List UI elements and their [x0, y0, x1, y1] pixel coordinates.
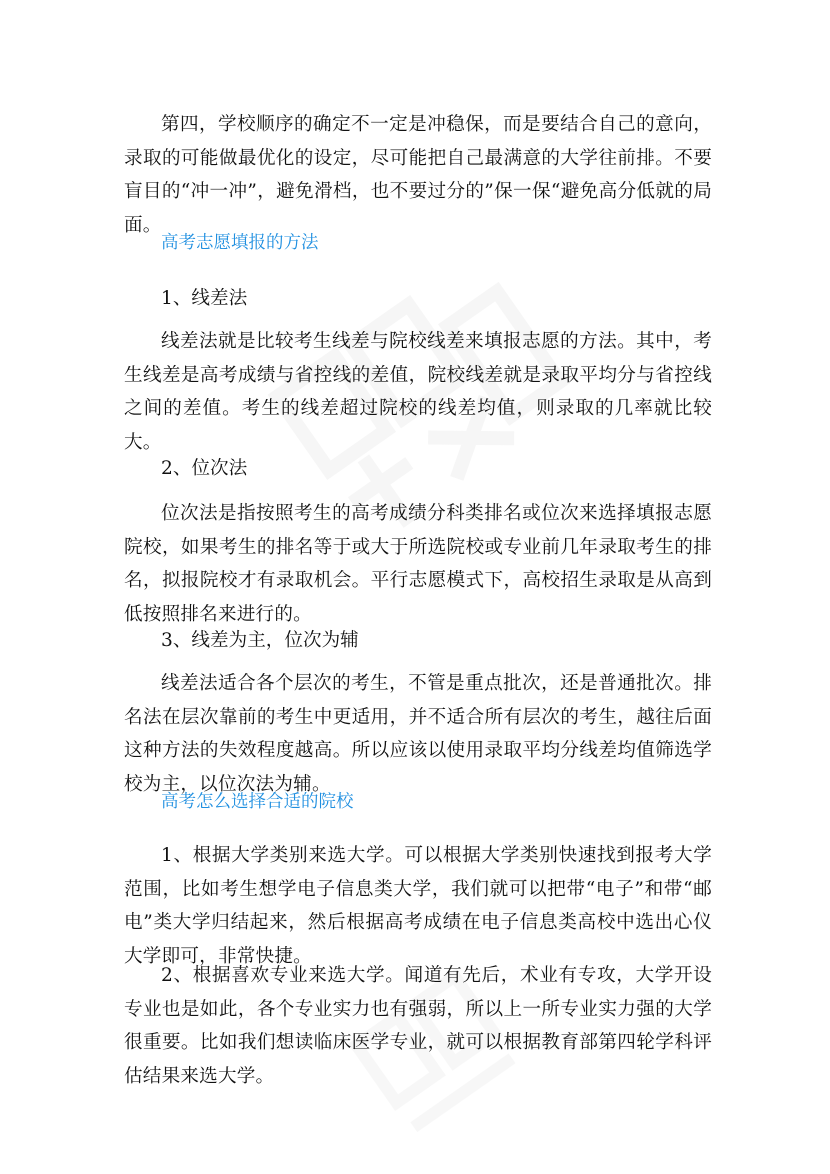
section-heading-choose-school: 高考怎么选择合适的院校: [161, 792, 354, 812]
item-line-diff-primary: 3、线差为主，位次为辅: [161, 630, 359, 651]
paragraph-by-category: 1、根据大学类别来选大学。可以根据大学类别快速找到报考大学范围，比如考生想学电子信息类大学，我们就可以把带“电子”和带“邮电”类大学归结起来，然后根据高考成绩在电子信息类高校中选出心仪大学即可，非常快捷。: [124, 845, 712, 967]
paragraph-by-major: 2、根据喜欢专业来选大学。闻道有先后，术业有专攻，大学开设专业也是如此，各个专业实力也有强弱，所以上一所专业实力强的大学很重要。比如我们想读临床医学专业，就可以根据教育部第四轮学科评估结果来选大学。: [124, 965, 712, 1087]
item-rank-method: 2、位次法: [161, 458, 248, 479]
paragraph-line-diff-primary: 线差法适合各个层次的考生，不管是重点批次，还是普通批次。排名法在层次靠前的考生中更适用，并不适合所有层次的考生，越往后面这种方法的失效程度越高。所以应该以使用录取平均分线差均值筛选学校为主，以位次法为辅。: [124, 673, 712, 795]
paragraph-fourth-order: 第四，学校顺序的确定不一定是冲稳保，而是要结合自己的意向，录取的可能做最优化的设定，尽可能把自己最满意的大学往前排。不要盲目的“冲一冲”，避免滑档，也不要过分的”保一保“避免高分低就的局面。: [124, 114, 712, 236]
section-heading-methods: 高考志愿填报的方法: [161, 233, 319, 253]
item-line-diff-method: 1、线差法: [161, 288, 248, 309]
paragraph-rank: 位次法是指按照考生的高考成绩分科类排名或位次来选择填报志愿院校，如果考生的排名等于或大于所选院校或专业前几年录取考生的排名，拟报院校才有录取机会。平行志愿模式下，高校招生录取是从高到低按照排名来进行的。: [124, 503, 712, 625]
paragraph-line-diff: 线差法就是比较考生线差与院校线差来填报志愿的方法。其中，考生线差是高考成绩与省控线的差值，院校线差就是录取平均分与省控线之间的差值。考生的线差超过院校的线差均值，则录取的几率就比较大。: [124, 331, 712, 453]
